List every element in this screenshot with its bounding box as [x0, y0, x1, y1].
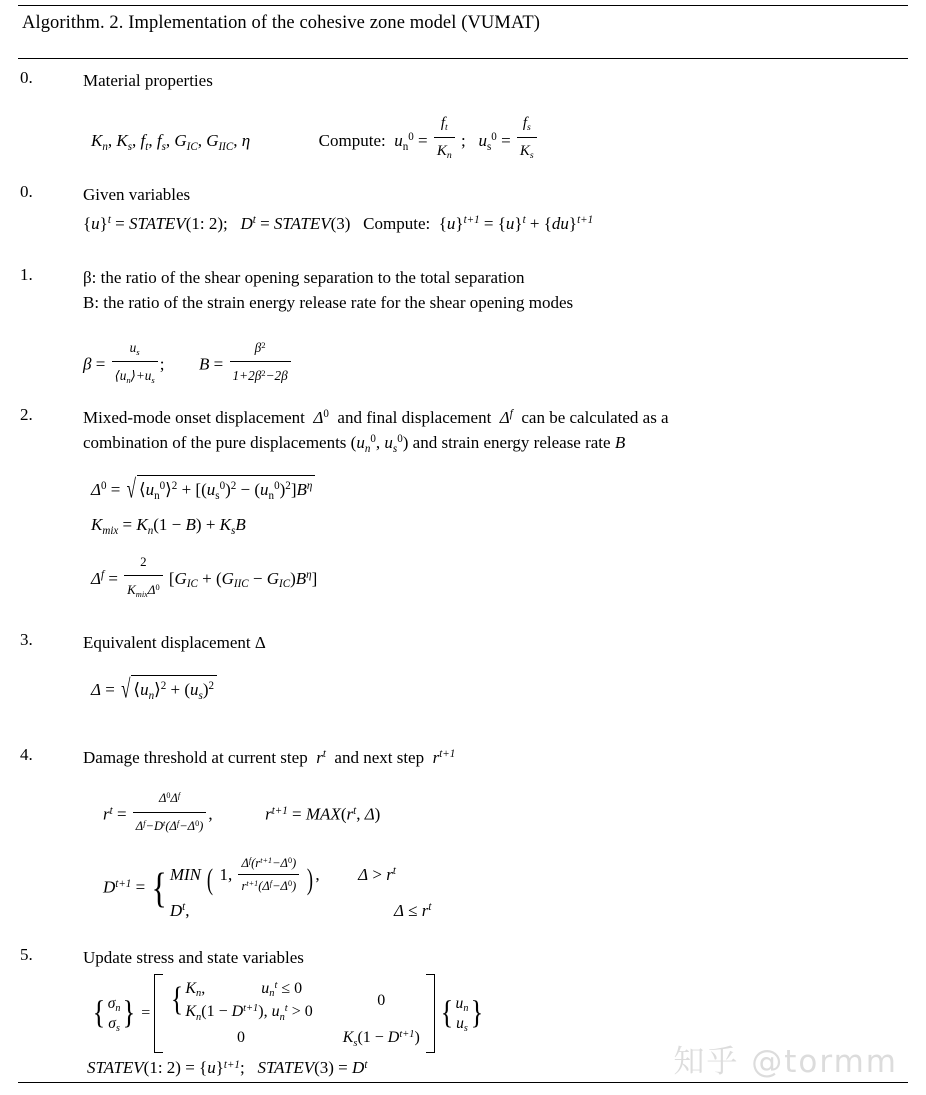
delta-zero-equation: $\Delta^0$ = √ $⟨u_n^0⟩^2 + [(u_s^0)^2 - (u_n^0)^2]B^\eta$ [91, 475, 903, 502]
stiffness-matrix: { $K_n$, $u_n^t \le 0$ $K_n(1 - D^{t+1})$, $u_n^t > 0$ 0 0 $K_s(1 - D^{t+1})$ [154, 974, 435, 1053]
step-number: 2. [20, 405, 33, 424]
beta-b-equation: β = $\frac{u_s}{⟨u_n⟩+u_s}$ ; B = $\frac{\beta^2}{1+2\beta^2-2\beta}$ [83, 335, 903, 388]
given-variables-equation: $\{u\}^t$ = STATEV(1: 2); $D^t$ = STATEV(3) Compute: $\{u\}^{t+1} = \{u\}^t + \{du\}^{t+1}$ [83, 214, 594, 233]
equivalent-displacement-equation: Δ = √ $⟨u_n⟩^2 + (u_s)^2$ [91, 675, 903, 702]
kmix-equation: $K_{mix} = K_n(1 - B) + K_sB$ [91, 515, 246, 537]
stress-vector: { $\sigma_n$ $\sigma_s$ } [92, 994, 136, 1034]
step-heading: Equivalent displacement Δ [83, 633, 266, 652]
step-heading: Given variables [83, 185, 191, 204]
step-number: 4. [20, 745, 33, 764]
stress-matrix-equation: { $\sigma_n$ $\sigma_s$ } = { $K_n$, $u_n^t \le 0$ $K_n(1 - D^{t+1})$, $u_n^t > 0$ 0 0 $K_s(1 - D^{t+1})$ { $u_n$ $u_s$ } [91, 974, 903, 1053]
step-number: 3. [20, 630, 33, 649]
step-number: 5. [20, 945, 33, 964]
watermark: 知乎 @tormm [673, 1044, 898, 1080]
step-number: 0. [20, 68, 33, 87]
step-heading: Material properties [83, 71, 213, 90]
beta-definition-line: β: the ratio of the shear opening separation to the total separation [83, 268, 525, 287]
step-number: 1. [20, 265, 33, 284]
delta-f-equation: $\Delta^f$ = $\frac{2}{K_{mix}\Delta^0}$ $[G_{IC} + (G_{IIC} - G_{IC})B^\eta]$ [91, 549, 903, 602]
top-rule [18, 5, 908, 6]
material-properties-equation: $K_n$, $K_s$, $f_t$, $f_s$, $G_{IC}$, $G_{IIC}$, η Compute: $u_n^0$ = $\frac{f_t}{K_n}$ ; $u_s^0$ = $\frac{f_s}{K_s}$ [91, 111, 903, 164]
mixed-mode-line-2: combination of the pure displacements ($u_n^0$, $u_s^0$) and strain energy release rate B [83, 433, 626, 455]
statev-update-equation: STATEV(1: $2) = \{u\}^{t+1}$; STATEV(3) = $D^t$ [87, 1058, 368, 1078]
mixed-mode-line-1: Mixed-mode onset displacement $\Delta^0$ and final displacement $\Delta^f$ can be calculated as a [83, 408, 669, 427]
damage-threshold-heading: Damage threshold at current step $r^t$ and next step $r^{t+1}$ [83, 748, 456, 767]
title-separator-rule [18, 58, 908, 59]
bottom-rule [18, 1082, 908, 1083]
page-title: Algorithm. 2. Implementation of the cohesive zone model (VUMAT) [22, 13, 541, 33]
step-heading: Update stress and state variables [83, 948, 304, 967]
b-definition-line: B: the ratio of the strain energy release rate for the shear opening modes [83, 293, 574, 312]
damage-variable-equation: $D^{t+1}$ = { MIN ( 1, $\frac{\Delta^f(r^{t+1}-\Delta^0)}{r^{t+1}(\Delta^f-\Delta^0)}$ ) , $\Delta > r^t$ $D^t$, $\Delta \le r^t$ [103, 853, 903, 924]
step-number: 0. [20, 182, 33, 201]
rt-equation: $r^t$ = $\frac{\Delta^0\Delta^f}{\Delta^f-D^t(\Delta^f-\Delta^0)}$ , $r^{t+1} = MAX(r^t$, Δ) [103, 786, 903, 839]
displacement-vector: { $u_n$ $u_s$ } [440, 994, 484, 1034]
